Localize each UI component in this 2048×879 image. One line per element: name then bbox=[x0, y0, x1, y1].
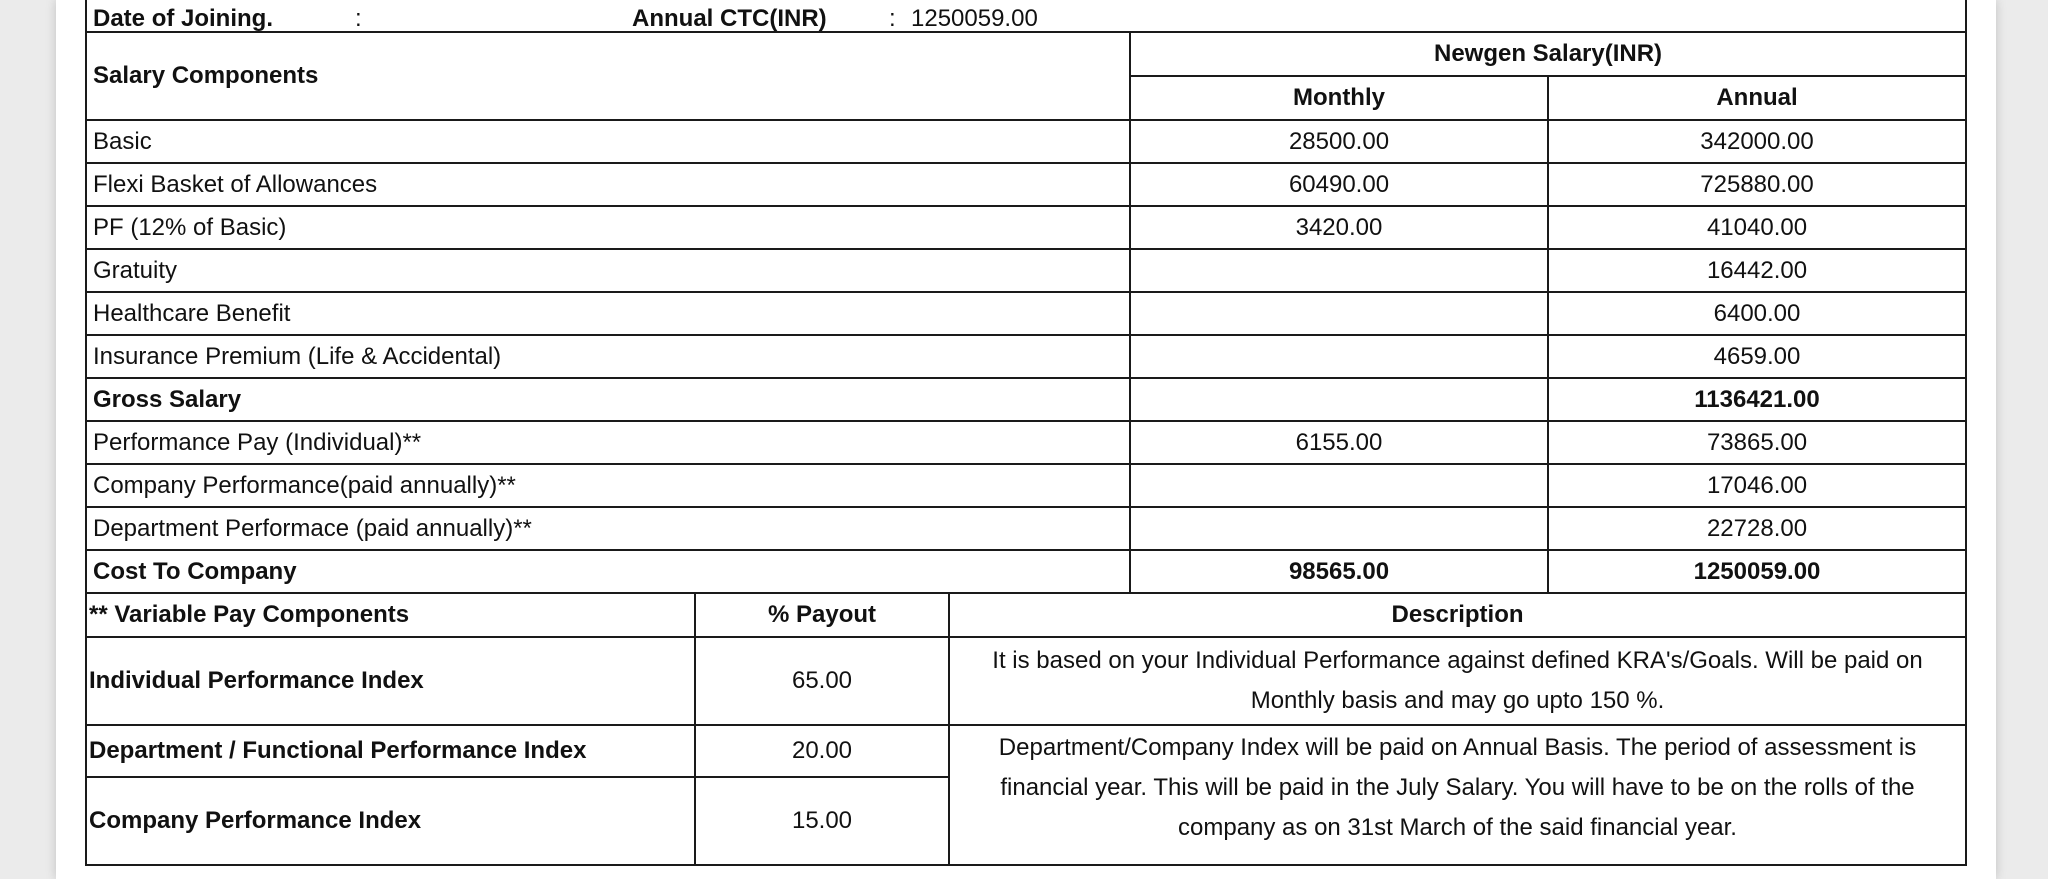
row-monthly bbox=[1130, 292, 1548, 335]
table-row bbox=[86, 464, 1966, 507]
row-label: Department Performace (paid annually)** bbox=[86, 507, 1130, 550]
row-annual: 725880.00 bbox=[1548, 163, 1966, 206]
row-label: PF (12% of Basic) bbox=[86, 206, 1130, 249]
row-label: Gratuity bbox=[86, 249, 1130, 292]
salary-table bbox=[85, 0, 1967, 594]
variable-header-row bbox=[86, 593, 1966, 637]
monthly-header: Monthly bbox=[1130, 76, 1548, 120]
row-label: Gross Salary bbox=[86, 378, 1130, 421]
row-annual: 342000.00 bbox=[1548, 120, 1966, 163]
doj-label: Date of Joining. bbox=[93, 5, 273, 32]
ctc-label: Annual CTC(INR) bbox=[632, 5, 827, 32]
row-annual: 41040.00 bbox=[1548, 206, 1966, 249]
row-monthly: 6155.00 bbox=[1130, 421, 1548, 464]
table-row bbox=[86, 206, 1966, 249]
salary-document bbox=[85, 0, 1996, 866]
payout-header: % Payout bbox=[695, 593, 949, 637]
row-annual: 4659.00 bbox=[1548, 335, 1966, 378]
row-label: Company Performance(paid annually)** bbox=[86, 464, 1130, 507]
row-payout: 15.00 bbox=[695, 777, 949, 865]
row-monthly: 28500.00 bbox=[1130, 120, 1548, 163]
row-label: Company Performance Index bbox=[86, 777, 695, 865]
ctc-value: 1250059.00 bbox=[911, 5, 1038, 32]
row-monthly: 60490.00 bbox=[1130, 163, 1548, 206]
table-row bbox=[86, 421, 1966, 464]
variable-component-header: ** Variable Pay Components bbox=[86, 593, 695, 637]
ctc-row bbox=[86, 550, 1966, 593]
table-row bbox=[86, 163, 1966, 206]
joining-ctc-row bbox=[86, 0, 1966, 32]
document-page bbox=[56, 0, 1996, 879]
row-annual: 17046.00 bbox=[1548, 464, 1966, 507]
row-annual: 73865.00 bbox=[1548, 421, 1966, 464]
row-annual: 1250059.00 bbox=[1548, 550, 1966, 593]
annual-header: Annual bbox=[1548, 76, 1966, 120]
salary-header-row bbox=[86, 32, 1966, 76]
row-monthly bbox=[1130, 378, 1548, 421]
row-payout: 20.00 bbox=[695, 725, 949, 777]
table-row bbox=[86, 292, 1966, 335]
row-payout: 65.00 bbox=[695, 637, 949, 725]
row-description: Department/Company Index will be paid on Annual Basis. The period of assessment is financial year. This will be paid in the July Salary. You will have to be on the rolls of the company as on 31st March of the said financial year. bbox=[949, 725, 1966, 865]
row-annual: 22728.00 bbox=[1548, 507, 1966, 550]
row-monthly bbox=[1130, 464, 1548, 507]
table-row bbox=[86, 725, 1966, 777]
row-description: It is based on your Individual Performance against defined KRA's/Goals. Will be paid on Monthly basis and may go upto 150 %. bbox=[949, 637, 1966, 725]
row-label: Department / Functional Performance Index bbox=[86, 725, 695, 777]
row-label: Cost To Company bbox=[86, 550, 1130, 593]
row-label: Performance Pay (Individual)** bbox=[86, 421, 1130, 464]
row-label: Individual Performance Index bbox=[86, 637, 695, 725]
newgen-salary-header: Newgen Salary(INR) bbox=[1130, 32, 1966, 76]
table-row bbox=[86, 120, 1966, 163]
gross-salary-row bbox=[86, 378, 1966, 421]
variable-pay-table bbox=[85, 592, 1967, 866]
row-monthly bbox=[1130, 335, 1548, 378]
row-label: Insurance Premium (Life & Accidental) bbox=[86, 335, 1130, 378]
ctc-separator: : bbox=[889, 5, 896, 32]
description-header: Description bbox=[949, 593, 1966, 637]
row-monthly bbox=[1130, 249, 1548, 292]
table-row bbox=[86, 637, 1966, 725]
row-monthly bbox=[1130, 507, 1548, 550]
row-label: Basic bbox=[86, 120, 1130, 163]
row-label: Healthcare Benefit bbox=[86, 292, 1130, 335]
doj-separator: : bbox=[355, 5, 362, 32]
row-annual: 1136421.00 bbox=[1548, 378, 1966, 421]
table-row bbox=[86, 335, 1966, 378]
row-label: Flexi Basket of Allowances bbox=[86, 163, 1130, 206]
table-row bbox=[86, 507, 1966, 550]
table-row bbox=[86, 249, 1966, 292]
row-monthly: 98565.00 bbox=[1130, 550, 1548, 593]
row-monthly: 3420.00 bbox=[1130, 206, 1548, 249]
row-annual: 16442.00 bbox=[1548, 249, 1966, 292]
salary-components-header: Salary Components bbox=[86, 32, 1130, 120]
row-annual: 6400.00 bbox=[1548, 292, 1966, 335]
